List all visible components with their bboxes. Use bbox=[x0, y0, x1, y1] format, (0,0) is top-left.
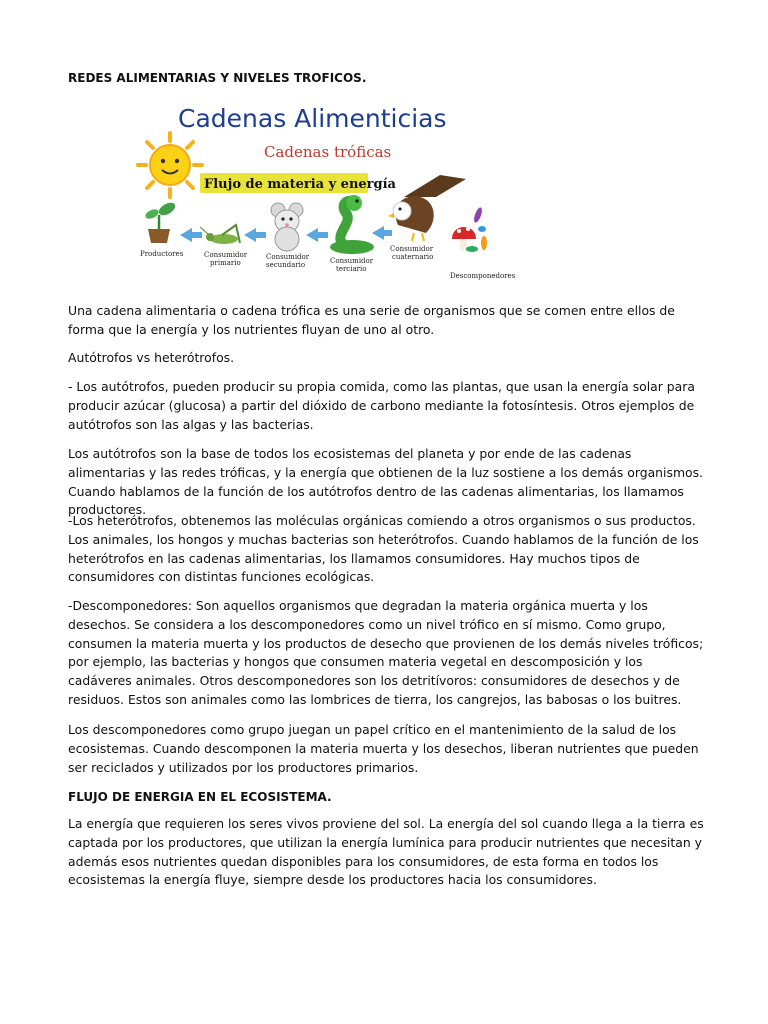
paragraph-autotrofos: - Los autótrofos, pueden producir su propia comida, como las plantas, que usan la energía solar para producir azúcar (glucosa) a partir del dióxido de carbono mediante la fotosíntesis. Otros ejemplos de autótrofos son las algas y las bacterias. bbox=[68, 379, 695, 432]
label-terciario-1: Consumidor bbox=[330, 257, 374, 265]
eagle-icon bbox=[388, 175, 466, 241]
section-heading-flujo: FLUJO DE ENERGIA EN EL ECOSISTEMA. bbox=[68, 790, 332, 804]
label-terciario-2: terciario bbox=[336, 265, 367, 273]
decomposers-icon bbox=[452, 206, 487, 252]
figure-title: Cadenas Alimenticias bbox=[178, 104, 447, 133]
paragraph-autotrofos-base: Los autótrofos son la base de todos los ecosistemas del planeta y por ende de las cadenas alimentarias y las redes tróficas, y la energía que obtienen de la luz sostiene a los demás organismos. Cuando hablamos de la función de los autótrofos dentro de las cadenas alimentarias, los llamamos productores. bbox=[68, 446, 703, 518]
paragraph-flujo: La energía que requieren los seres vivos proviene del sol. La energía del sol cuando llega a la tierra es captada por los productores, que utilizan la energía lumínica para producir nutrientes que necesitan y además esos nutrientes quedan disponibles para los consumidores, de esta forma en todos los ecosistemas la energía fluye, siempre desde los productores hacia los consumidores. bbox=[68, 816, 704, 888]
label-descomponedores: Descomponedores bbox=[450, 272, 516, 280]
label-cuaternario-2: cuaternario bbox=[392, 253, 434, 261]
paragraph-cadena: Una cadena alimentaria o cadena trófica es una serie de organismos que se comen entre ellos de forma que la energía y los nutrientes fluyan de uno al otro. bbox=[68, 303, 675, 337]
flow-banner-text: Flujo de materia y energía bbox=[204, 177, 396, 192]
label-productores: Productores bbox=[140, 250, 184, 258]
paragraph-descomponedores-grupo: Los descomponedores como grupo juegan un papel crítico en el mantenimiento de la salud de los ecosistemas. Cuando descomponen la materia muerta y los desechos, liberan nutrientes que pueden ser reciclados y utilizados por los productores primarios. bbox=[68, 722, 699, 775]
mouse-icon bbox=[271, 203, 303, 251]
label-primario-2: primario bbox=[210, 259, 241, 267]
paragraph-heterotrofos: -Los heterótrofos, obtenemos las moléculas orgánicas comiendo a otros organismos o sus productos. Los animales, los hongos y muchas bacterias son heterótrofos. Cuando hablamos de la función de los heterótrofos en las cadenas alimentarias, los llamamos consumidores. Hay muchos tipos de consumidores con distintas funciones ecológicas. bbox=[68, 513, 699, 585]
food-chain-figure bbox=[140, 97, 516, 293]
figure-subtitle: Cadenas tróficas bbox=[264, 143, 392, 161]
flow-banner bbox=[200, 173, 397, 193]
label-secundario-2: secundario bbox=[266, 261, 306, 269]
grasshopper-icon bbox=[200, 225, 240, 244]
label-primario-1: Consumidor bbox=[204, 251, 248, 259]
plant-icon bbox=[144, 200, 177, 243]
section-heading-redes: REDES ALIMENTARIAS Y NIVELES TROFICOS. bbox=[68, 71, 367, 85]
sun-icon bbox=[138, 133, 202, 197]
paragraph-autotrofos-vs: Autótrofos vs heterótrofos. bbox=[68, 350, 235, 365]
paragraph-descomponedores: -Descomponedores: Son aquellos organismos que degradan la materia orgánica muerta y los desechos. Se considera a los descomponedores como un nivel trófico en sí mismo. Como grupo, consumen la materia muerta y los productos de desecho que provienen de los demás niveles tróficos; por ejemplo, las bacterias y hongos que consumen materia vegetal en descomposición y los cadáveres animales. Otros descomponedores son los detritívoros: consumidores de desechos y de residuos. Estos son animales como las lombrices de tierra, los cangrejos, las babosas o los buitres. bbox=[68, 598, 704, 707]
label-cuaternario-1: Consumidor bbox=[390, 245, 434, 253]
snake-icon bbox=[330, 195, 374, 254]
label-secundario-1: Consumidor bbox=[266, 253, 310, 261]
